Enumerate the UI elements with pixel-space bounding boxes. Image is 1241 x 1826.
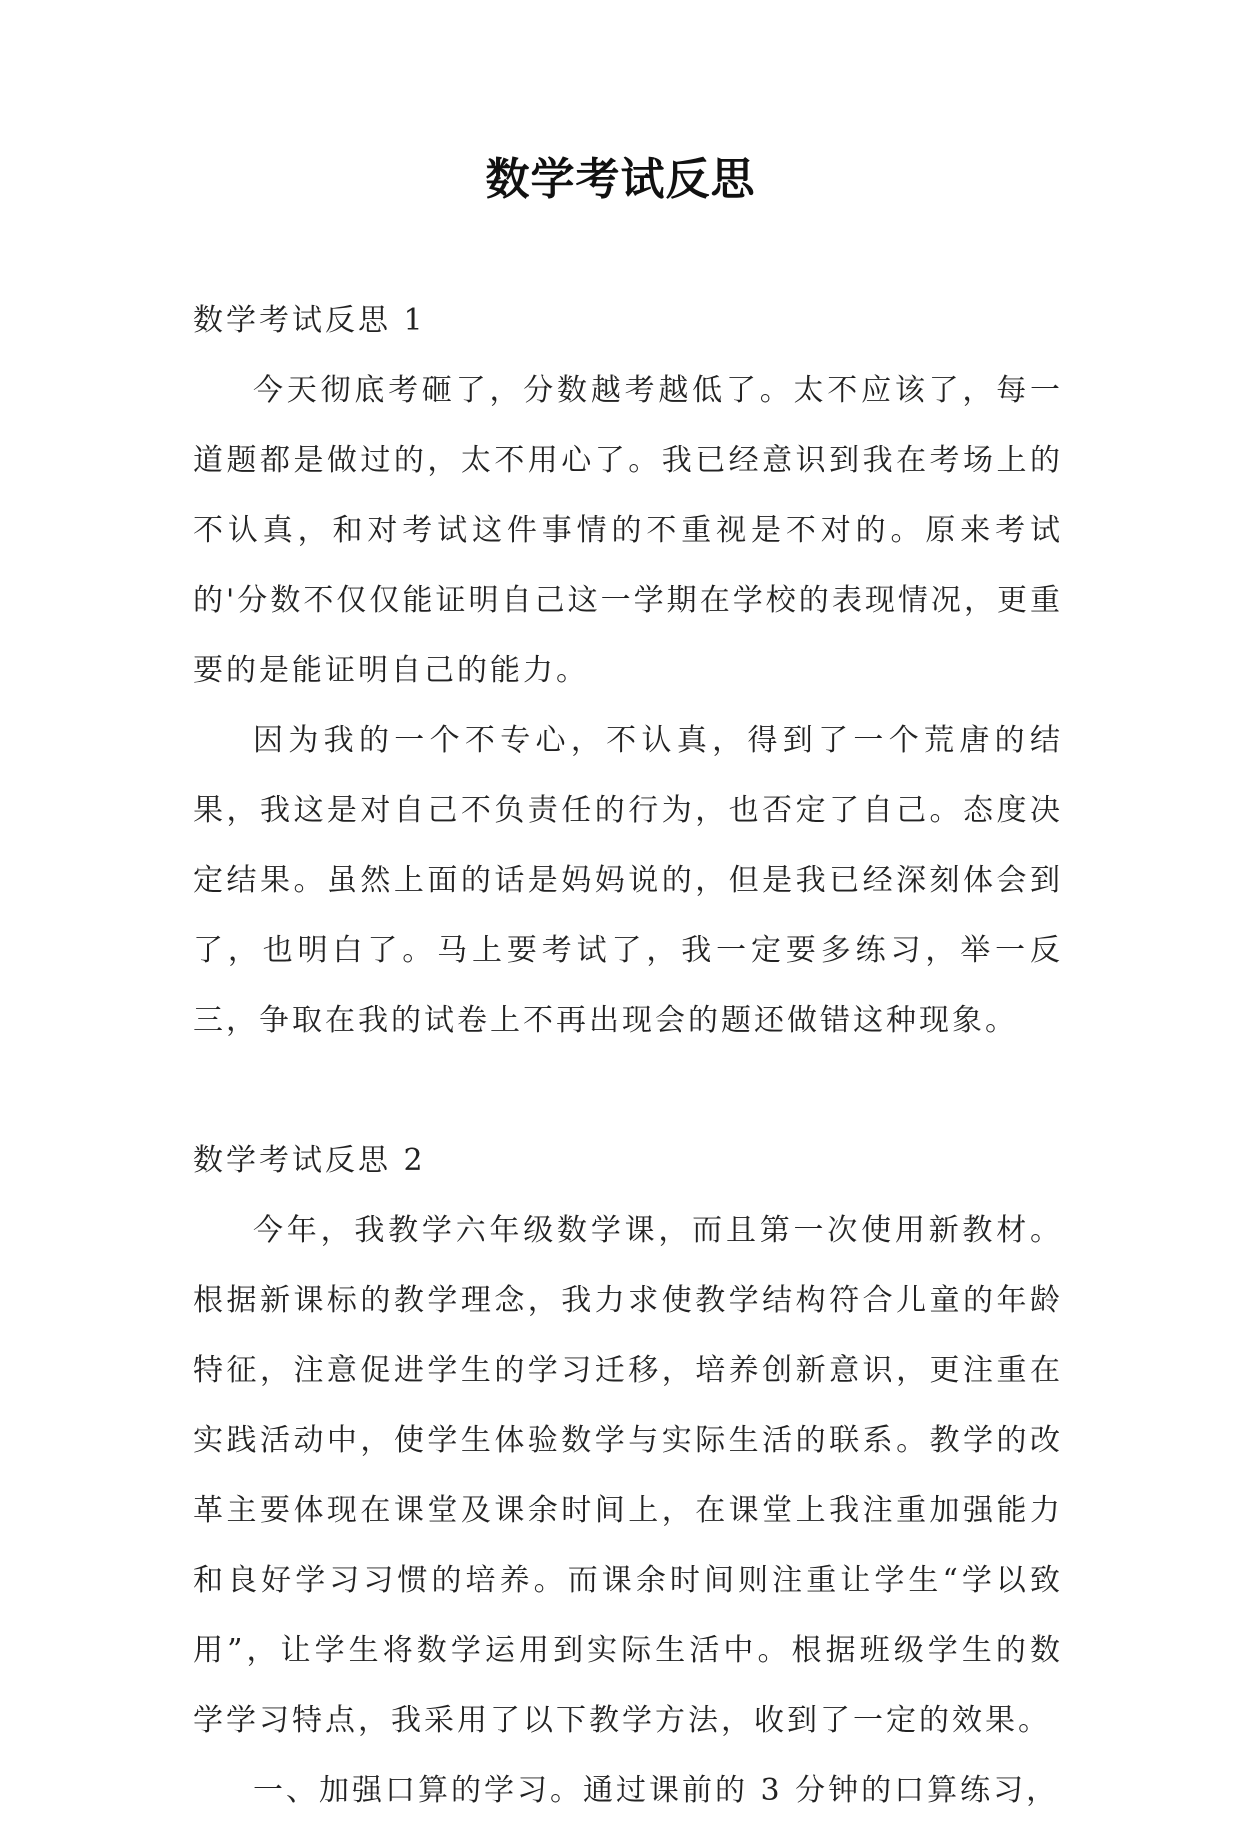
document-title: 数学考试反思 (485, 154, 756, 205)
section-heading: 数学考试反思 1 (193, 303, 426, 338)
section-spacer (193, 1056, 1063, 1126)
paragraph: 因为我的一个不专心，不认真，得到了一个荒唐的结果，我这是对自己不负责任的行为，也否定了自己。态度决定结果。虽然上面的话是妈妈说的，但是我已经深刻体会到了，也明白了。马上要考试了，我一定要多练习，举一反三，争取在我的试卷上不再出现会的题还做错这种现象。 (193, 723, 1063, 1038)
section-1 (193, 286, 1063, 1056)
paragraph: 一、加强口算的学习。通过课前的 3 分钟的口算练习， (253, 1773, 1060, 1808)
section-2 (193, 1126, 1063, 1826)
document-body (193, 286, 1063, 1826)
paragraph: 今年，我教学六年级数学课，而且第一次使用新教材。根据新课标的教学理念，我力求使教学结构符合儿童的年龄特征，注意促进学生的学习迁移，培养创新意识，更注重在实践活动中，使学生体验数学与实际生活的联系。教学的改革主要体现在课堂及课余时间上，在课堂上我注重加强能力和良好学习习惯的培养。而课余时间则注重让学生“学以致用”，让学生将数学运用到实际生活中。根据班级学生的数学学习特点，我采用了以下教学方法，收到了一定的效果。 (193, 1213, 1063, 1738)
paragraph: 今天彻底考砸了，分数越考越低了。太不应该了，每一道题都是做过的，太不用心了。我已经意识到我在考场上的不认真，和对考试这件事情的不重视是不对的。原来考试的'分数不仅仅能证明自己这一学期在学校的表现情况，更重要的是能证明自己的能力。 (193, 373, 1063, 688)
section-heading: 数学考试反思 2 (193, 1143, 426, 1178)
